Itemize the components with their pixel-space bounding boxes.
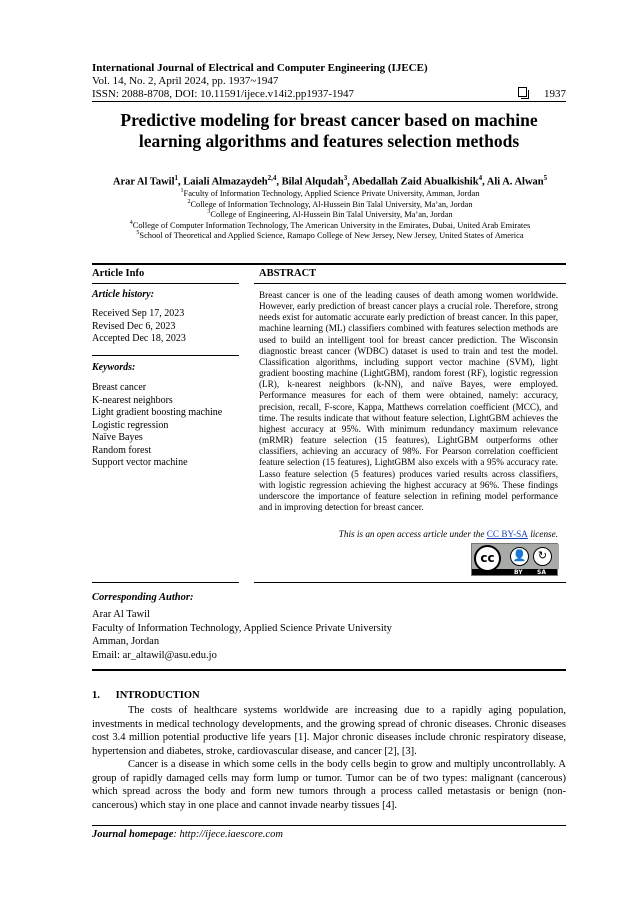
page-icon — [518, 87, 527, 97]
keywords-list — [92, 382, 222, 470]
keyword-item: Support vector machine — [92, 457, 188, 468]
keyword-item: Random forest — [92, 444, 152, 456]
abstract-text: Breast cancer is one of the leading causes of death among women worldwide. However, early prediction of breast cancer plays a crucial role. Therefore, strong needs exist for automatic accurate early prediction of breast cancer. In this paper, machine learning (ML) classifiers combined with features selection methods are used to build an intelligent tool for breast cancer prediction. The Wisconsin diagnostic breast cancer (WDBC) dataset is used to train and test the model. Classification algorithms, including support vector machine (SVM), light gradient boosting machine (LightGBM), random forest (RF), logistic regression (LR), k-nearest neighbors (k-NN), and naïve Bayes, were employed. Performance measures for each of them were obtained, namely: accuracy, precision, recall, F-score, Kappa, Matthews correlation coefficient (MCC), and time. The results indicate that without feature selection, LightGBM achieves the highest accuracy at 95%. With minimum redundancy maximum relevance (mRMR) feature selection (15 features), LightGBM outperforms other classifiers, achieving an accuracy of 98%. For Pearson correlation coefficient feature selection (15 features), LightGBM also excels with a 95% accuracy rate. Lasso feature selection (5 features) produces varied results across classifiers, with logistic regression achieving the highest accuracy at 96%. These findings underscore the importance of feature selection in refining model performance and in improving detection for breast cancer. — [259, 290, 558, 512]
author-sup: 2,4 — [267, 174, 277, 182]
cc-by-sa-badge[interactable] — [471, 543, 558, 576]
sa-share-alike-icon: ↻ — [533, 547, 552, 566]
info-left-bottom-rule — [92, 582, 239, 583]
affiliation-sup: 3 — [207, 209, 211, 215]
homepage-url[interactable]: : http://ijece.iaescore.com — [173, 829, 283, 840]
keywords-heading: Keywords: — [92, 362, 136, 373]
history-item: Received Sep 17, 2023 — [92, 308, 185, 319]
corresponding-email: Email: ar_altawil@asu.edu.jo — [92, 649, 217, 661]
history-item: Revised Dec 6, 2023 — [92, 320, 176, 332]
affiliation-sup: 1 — [180, 188, 184, 194]
info-left-rule — [92, 283, 239, 284]
by-person-icon: 👤 — [510, 547, 529, 566]
paper-title: Predictive modeling for breast cancer based on machine learning algorithms and features selection methods — [120, 110, 538, 151]
page-number: 1937 — [544, 88, 566, 100]
affiliation-sup: 5 — [136, 230, 140, 236]
author-sup: 4 — [478, 174, 483, 182]
keyword-item: Naïve Bayes — [92, 432, 143, 443]
license-line — [259, 529, 558, 539]
cc-sa-label: SA — [537, 569, 546, 576]
journal-volume: Vol. 14, No. 2, April 2024, pp. 1937~1947 — [92, 75, 279, 87]
introduction-heading: 1. INTRODUCTION — [92, 690, 200, 701]
corresponding-heading: Corresponding Author: — [92, 592, 194, 603]
affiliation-text: Faculty of Information Technology, Applied Science Private University, Amman, Jordan — [183, 188, 480, 198]
history-item: Accepted Dec 18, 2023 — [92, 333, 186, 344]
journal-homepage — [92, 829, 283, 840]
author-name: Laiali Almazaydeh — [183, 176, 268, 188]
header-rule — [92, 101, 566, 102]
journal-name: International Journal of Electrical and Computer Engineering (IJECE) — [92, 62, 428, 74]
keyword-item: Breast cancer — [92, 382, 147, 393]
affiliation-text: College of Computer Information Technology, The American University in the Emirates, Dubai, United Arab Emirates — [132, 220, 531, 230]
keyword-item: Logistic regression — [92, 419, 169, 431]
license-link[interactable]: CC BY-SA — [486, 529, 528, 539]
affiliation-sup: 2 — [187, 198, 191, 205]
abstract-heading: ABSTRACT — [259, 268, 317, 279]
corresponding-details — [92, 608, 392, 662]
author-list: Arar Al Tawil$^1$, Laiali Almazaydeh$^{2,4}$, Bilal Alqudah$^3$, Abedallah Zaid Abualkishik$^4$, Ali A. Alwan$^5$ — [112, 174, 548, 188]
author-name: Bilal Alqudah — [281, 176, 344, 188]
corresponding-location: Amman, Jordan — [92, 636, 160, 647]
affiliation-sup: 4 — [129, 219, 133, 226]
author-sup: 3 — [343, 174, 348, 182]
info-right-bottom-rule — [254, 582, 566, 583]
introduction-paragraph: The costs of healthcare systems worldwide are increasing due to a rapidly aging population, investments in medical technology developments, and the growing spread of chronic diseases. Chronic diseases cost 3.4 million potential productive life years [1]. Major chronic diseases include chronic respiratory disease, hypertension and diabetes, stroke, cardiovascular disease, and cancer [2], [3]. — [92, 705, 566, 757]
history-rule — [92, 355, 239, 356]
license-prefix: This is an open access article under the — [338, 529, 487, 539]
corresponding-affiliation: Faculty of Information Technology, Applied Science Private University — [92, 622, 392, 634]
history-list — [92, 308, 186, 346]
affiliation-text: School of Theoretical and Applied Science, Ramapo College of New Jersey, New Jersey, United States of America — [139, 230, 524, 240]
introduction-paragraph: Cancer is a disease in which some cells in the body cells begin to grow and multiply uncontrollably. A group of rapidly damaged cells may form lump or tumor. Tumor can be of two types: malignant (cancerous) which spread across the body and form new tumors through a process called metastasis or benign (non-cancerous) which stay in one place and cannot invade nearby tissues [4]. — [92, 759, 566, 811]
author-name: Ali A. Alwan — [486, 176, 544, 188]
cc-icon: cc — [474, 545, 501, 572]
footer-rule — [92, 825, 566, 826]
affiliation-text: College of Information Technology, Al-Hussein Bin Talal University, Ma’an, Jordan — [190, 199, 473, 209]
author-name: Arar Al Tawil — [112, 176, 175, 188]
keyword-item: K-nearest neighbors — [92, 394, 173, 406]
article-info-heading: Article Info — [92, 268, 145, 279]
keyword-item: Light gradient boosting machine — [92, 407, 223, 418]
info-right-rule — [254, 283, 566, 284]
journal-issn-doi: ISSN: 2088-8708, DOI: 10.11591/ijece.v14i2.pp1937-1947 — [92, 88, 355, 100]
info-top-rule — [92, 263, 566, 265]
history-heading: Article history: — [92, 289, 154, 300]
author-sup: 1 — [174, 174, 179, 182]
info-bottom-rule — [92, 669, 566, 671]
author-sup: 5 — [543, 174, 548, 182]
license-suffix: license. — [527, 529, 558, 539]
affiliation — [60, 228, 600, 241]
affiliation-text: College of Engineering, Al-Hussein Bin Talal University, Ma’an, Jordan — [210, 209, 453, 219]
corresponding-name: Arar Al Tawil — [92, 609, 150, 620]
homepage-label: Journal homepage — [92, 829, 174, 840]
author-name: Abedallah Zaid Abualkishik — [351, 176, 479, 188]
cc-by-label: BY — [514, 569, 523, 576]
